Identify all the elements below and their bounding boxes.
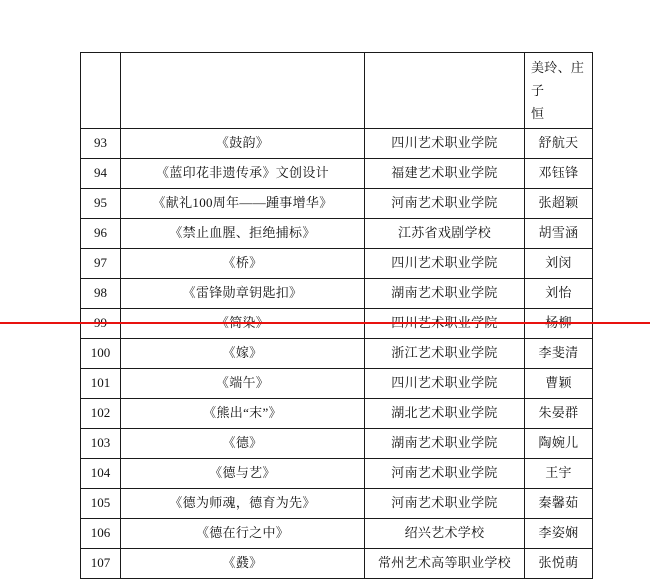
cell-author: 李斐清: [525, 339, 593, 369]
cell-number: 96: [81, 219, 121, 249]
award-list-table: [80, 52, 593, 579]
author-line-2: 恒: [531, 105, 545, 121]
cell-author: 朱晏群: [525, 399, 593, 429]
cell-author: 杨柳: [525, 309, 593, 339]
cell-author: 李姿娴: [525, 519, 593, 549]
cell-author: 刘怡: [525, 279, 593, 309]
table-row: [81, 369, 593, 399]
cell-work-name: 《德》: [121, 429, 365, 459]
cell-number: 99: [81, 309, 121, 339]
cell-organization: 福建艺术职业学院: [365, 159, 525, 189]
cell-work-name: 《嫁》: [121, 339, 365, 369]
cell-number: 103: [81, 429, 121, 459]
cell-number: [81, 53, 121, 129]
table-row: [81, 219, 593, 249]
cell-author: 刘闵: [525, 249, 593, 279]
cell-organization: 浙江艺术职业学院: [365, 339, 525, 369]
cell-organization: 四川艺术职业学院: [365, 249, 525, 279]
cell-organization: 河南艺术职业学院: [365, 189, 525, 219]
table-row: [81, 459, 593, 489]
cell-number: 98: [81, 279, 121, 309]
author-line-1: 美玲、庄子: [531, 60, 585, 98]
table-row-highlighted: [81, 339, 593, 369]
cell-author: 张超颖: [525, 189, 593, 219]
cell-number: 104: [81, 459, 121, 489]
cell-number: 102: [81, 399, 121, 429]
cell-organization: 湖南艺术职业学院: [365, 429, 525, 459]
cell-work-name: 《蓝印花非遗传承》文创设计: [121, 159, 365, 189]
table-row: [81, 489, 593, 519]
cell-author: 邓钰锋: [525, 159, 593, 189]
cell-organization: 四川艺术职业学院: [365, 309, 525, 339]
cell-author: 胡雪涵: [525, 219, 593, 249]
cell-organization: 常州艺术高等职业学校: [365, 549, 525, 579]
cell-work-name: 《熊出“末”》: [121, 399, 365, 429]
cell-work-name: 《献礼100周年——踵事增华》: [121, 189, 365, 219]
cell-organization: 绍兴艺术学校: [365, 519, 525, 549]
table-row: [81, 279, 593, 309]
cell-work-name: 《德与艺》: [121, 459, 365, 489]
table-body: [81, 53, 593, 579]
cell-number: 101: [81, 369, 121, 399]
cell-author: [525, 53, 593, 129]
table-row: [81, 429, 593, 459]
cell-work-name: 《桥》: [121, 249, 365, 279]
cell-author: 秦馨茹: [525, 489, 593, 519]
cell-organization: 江苏省戏剧学校: [365, 219, 525, 249]
cell-organization: 四川艺术职业学院: [365, 129, 525, 159]
cell-organization: 河南艺术职业学院: [365, 489, 525, 519]
cell-work-name: 《鼗》: [121, 549, 365, 579]
cell-organization: [365, 53, 525, 129]
cell-number: 100: [81, 339, 121, 369]
cell-author: 陶婉儿: [525, 429, 593, 459]
cell-organization: 湖北艺术职业学院: [365, 399, 525, 429]
cell-organization: 四川艺术职业学院: [365, 369, 525, 399]
table-row: [81, 399, 593, 429]
cell-author: 张悦萌: [525, 549, 593, 579]
cell-number: 95: [81, 189, 121, 219]
cell-number: 105: [81, 489, 121, 519]
cell-author: 王宇: [525, 459, 593, 489]
table-row: [81, 549, 593, 579]
cell-organization: 河南艺术职业学院: [365, 459, 525, 489]
table-row: [81, 159, 593, 189]
table-row: [81, 249, 593, 279]
cell-number: 94: [81, 159, 121, 189]
cell-number: 106: [81, 519, 121, 549]
cell-number: 107: [81, 549, 121, 579]
cell-number: 97: [81, 249, 121, 279]
cell-work-name: [121, 53, 365, 129]
cell-work-name: 《德为师魂，德育为先》: [121, 489, 365, 519]
table-row: [81, 189, 593, 219]
table-row: [81, 519, 593, 549]
cell-work-name: 《禁止血腥、拒绝捕标》: [121, 219, 365, 249]
cell-organization: 湖南艺术职业学院: [365, 279, 525, 309]
award-list-table-container: [80, 52, 592, 579]
table-row: [81, 129, 593, 159]
cell-author: 曹颖: [525, 369, 593, 399]
cell-work-name: 《鼓韵》: [121, 129, 365, 159]
cell-work-name: 《雷锋勋章钥匙扣》: [121, 279, 365, 309]
cell-work-name: 《端午》: [121, 369, 365, 399]
cell-work-name: 《德在行之中》: [121, 519, 365, 549]
red-underline-annotation: [0, 322, 650, 324]
table-row-continued: [81, 53, 593, 129]
cell-work-name: 《简染》: [121, 309, 365, 339]
cell-author: 舒航天: [525, 129, 593, 159]
cell-number: 93: [81, 129, 121, 159]
